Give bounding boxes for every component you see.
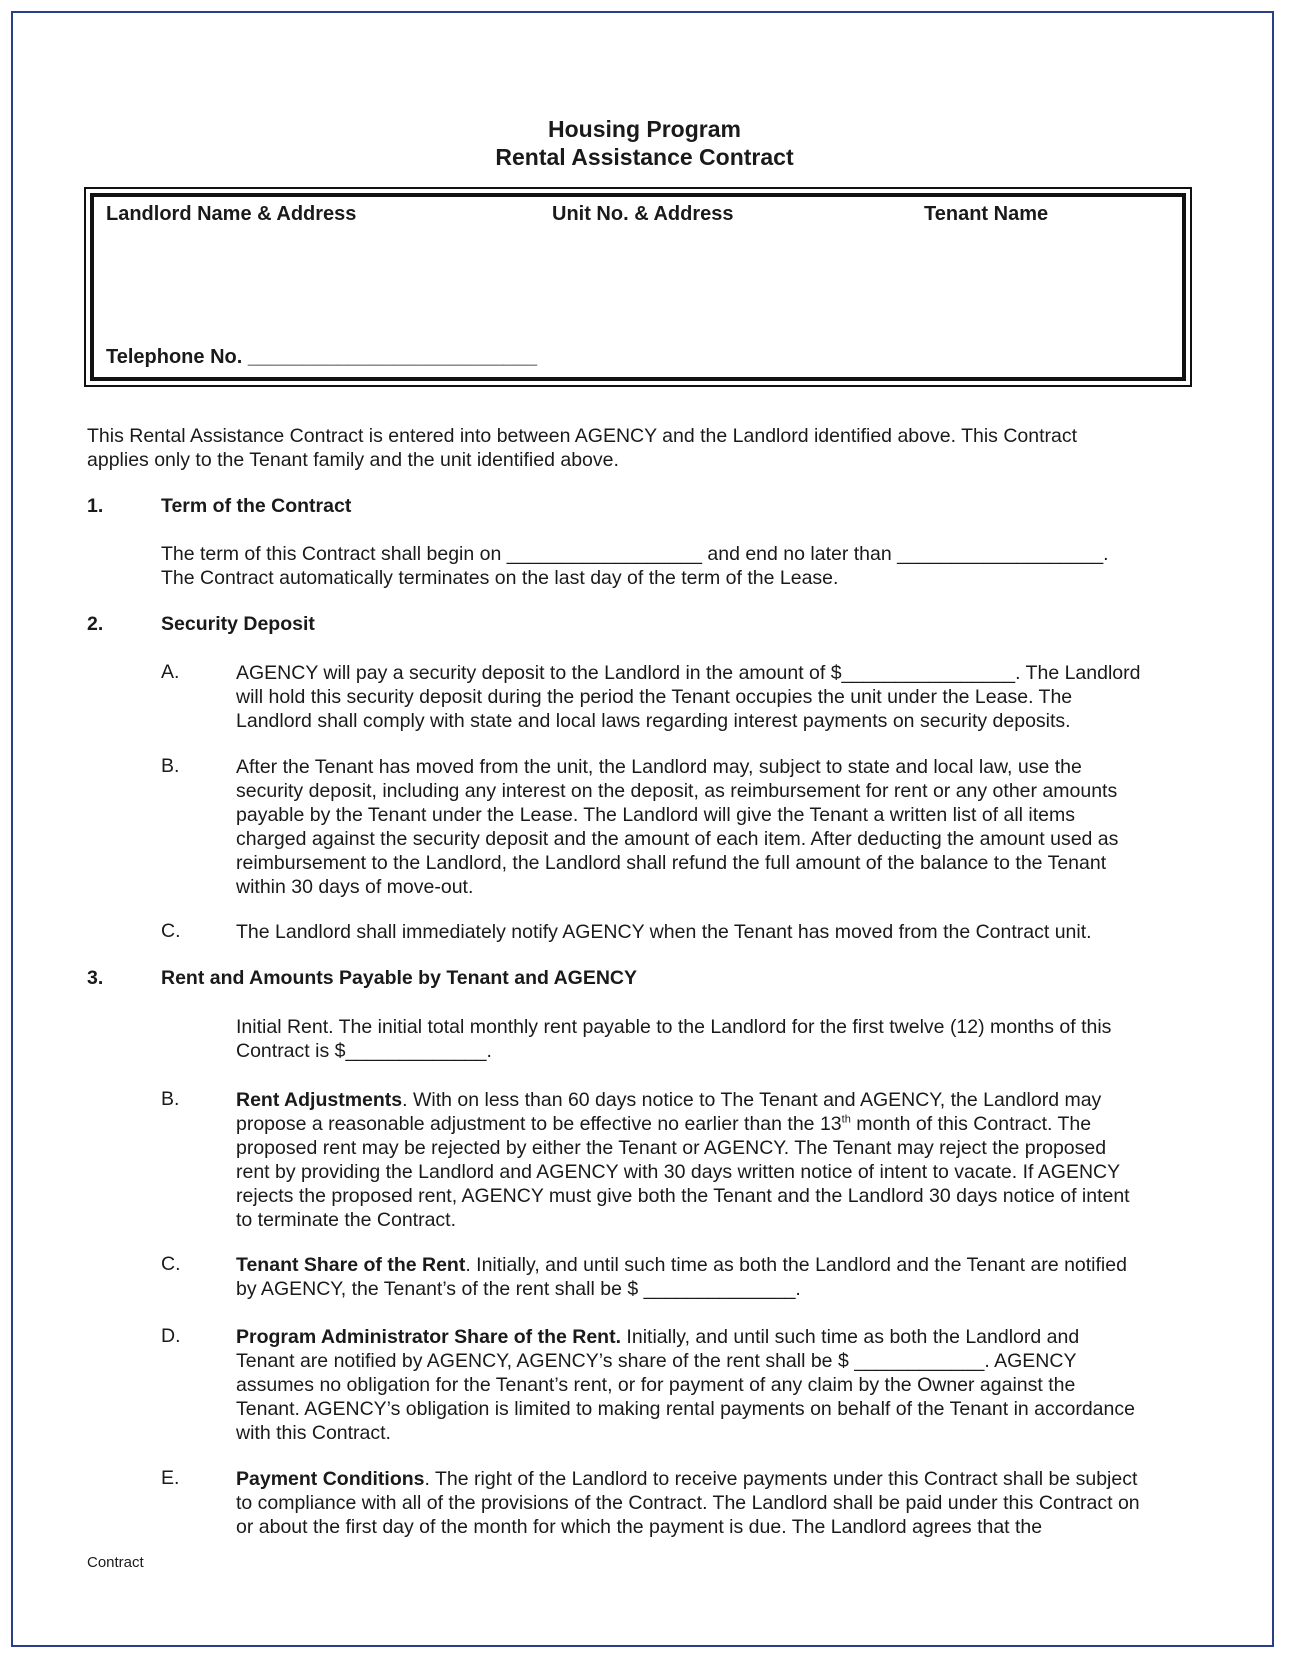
document-title: Housing Program [548,116,741,142]
paragraph-line: The term of this Contract shall begin on __________________ and end no later than ___________________. [161,543,1109,565]
section-number: 3. [87,967,104,989]
paragraph-line: reimbursement to the Landlord, the Landlord shall refund the full amount of the balance to the Tenant [236,852,1107,874]
paragraph-line: payable by the Tenant under the Lease. The Landlord will give the Tenant a written list of all items [236,804,1076,826]
clause-letter: C. [161,1253,181,1275]
clause-letter: B. [161,755,180,777]
section-title: Security Deposit [161,613,315,635]
paragraph-line: After the Tenant has moved from the unit, the Landlord may, subject to state and local law, use the [236,756,1082,778]
paragraph-line: within 30 days of move-out. [236,876,474,898]
paragraph-line: Tenant. AGENCY’s obligation is limited to making rental payments on behalf of the Tenant in accordance [236,1398,1135,1420]
paragraph-line: rejects the proposed rent, AGENCY must give both the Tenant and the Landlord 30 days notice of intent [236,1185,1130,1207]
clause-3c [236,1253,1206,1301]
clause-letter: A. [161,661,180,683]
paragraph-line: or about the first day of the month for which the payment is due. The Landlord agrees that the [236,1516,1043,1538]
paragraph-line: Tenant are notified by AGENCY, AGENCY’s share of the rent shall be $ ____________. AGENCY [236,1350,1077,1372]
clause-letter: E. [161,1467,180,1489]
clause-heading: Payment Conditions [236,1468,425,1490]
clause-text: . The right of the Landlord to receive payments under this Contract shall be subject [424,1468,1138,1490]
paragraph-line [236,1325,1206,1349]
clause-2b [236,755,1206,899]
paragraph-line: by AGENCY, the Tenant’s of the rent shall be $ ______________. [236,1278,801,1300]
paragraph-line: The Contract automatically terminates on the last day of the term of the Lease. [161,567,839,589]
paragraph-line: proposed rent may be rejected by either the Tenant or AGENCY. The Tenant may reject the proposed [236,1137,1107,1159]
clause-3b [236,1088,1206,1232]
clause-heading: Tenant Share of the Rent [236,1254,466,1276]
clause-heading: Rent Adjustments [236,1089,403,1111]
paragraph-line: will hold this security deposit during the period the Tenant occupies the unit under the Lease. The [236,686,1073,708]
section-title: Term of the Contract [161,495,352,517]
section-number: 2. [87,613,104,635]
clause-3e [236,1467,1206,1539]
clause-2c [236,920,1206,944]
paragraph-line: assumes no obligation for the Tenant’s rent, or for payment of any claim by the Owner against the [236,1374,1076,1396]
intro-line: This Rental Assistance Contract is entered into between AGENCY and the Landlord identified above. This Contract [87,425,1078,447]
paragraph-line: charged against the security deposit and the amount of each item. After deducting the amount used as [236,828,1119,850]
paragraph-line: Landlord shall comply with state and local laws regarding interest payments on security deposits. [236,710,1071,732]
clause-text: Initially, and until such time as both the Landlord and [621,1326,1080,1348]
paragraph-line: Contract is $_____________. [236,1040,492,1062]
clause-letter: D. [161,1325,181,1347]
landlord-label: Landlord Name & Address [106,203,357,225]
document-subtitle: Rental Assistance Contract [495,144,794,170]
clause-letter: C. [161,920,181,942]
telephone-field[interactable]: Telephone No. __________________________ [106,346,538,368]
section-1-body [161,542,1221,590]
tenant-label: Tenant Name [924,203,1049,225]
paragraph-line [236,1088,1206,1112]
paragraph-line: with this Contract. [236,1422,391,1444]
paragraph-line [236,1253,1206,1277]
section-number: 1. [87,495,104,517]
clause-letter: B. [161,1088,180,1110]
paragraph-line: AGENCY will pay a security deposit to the Landlord in the amount of $________________. The Landlord [236,662,1141,684]
paragraph-line: security deposit, including any interest on the deposit, as reimbursement for rent or any other amounts [236,780,1118,802]
paragraph-line: The Landlord shall immediately notify AGENCY when the Tenant has moved from the Contract unit. [236,921,1092,943]
clause-3-initial-rent [236,1015,1206,1063]
clause-2a [236,661,1206,733]
paragraph-line: to terminate the Contract. [236,1209,457,1231]
section-title: Rent and Amounts Payable by Tenant and AGENCY [161,967,638,989]
ordinal-superscript: th [841,1113,851,1126]
paragraph-line [236,1467,1206,1491]
paragraph-line: to compliance with all of the provisions of the Contract. The Landlord shall be paid under this Contract on [236,1492,1140,1514]
clause-text: . Initially, and until such time as both the Landlord and the Tenant are notified [465,1254,1127,1276]
page-footer: Contract [87,1554,144,1571]
clause-text: month of this Contract. The [850,1113,1092,1135]
clause-3d [236,1325,1206,1445]
unit-label: Unit No. & Address [552,203,734,225]
clause-heading: Program Administrator Share of the Rent. [236,1326,622,1348]
intro-paragraph [87,424,1217,472]
clause-text: . With on less than 60 days notice to The Tenant and AGENCY, the Landlord may [402,1089,1102,1111]
paragraph-line: rent by providing the Landlord and AGENCY with 30 days written notice of intent to vacate. If AGENCY [236,1161,1121,1183]
intro-line: applies only to the Tenant family and the unit identified above. [87,449,619,471]
paragraph-line [236,1112,1206,1136]
clause-text: propose a reasonable adjustment to be effective no earlier than the 13 [236,1113,842,1135]
paragraph-line: Initial Rent. The initial total monthly rent payable to the Landlord for the first twelve (12) months of this [236,1016,1112,1038]
